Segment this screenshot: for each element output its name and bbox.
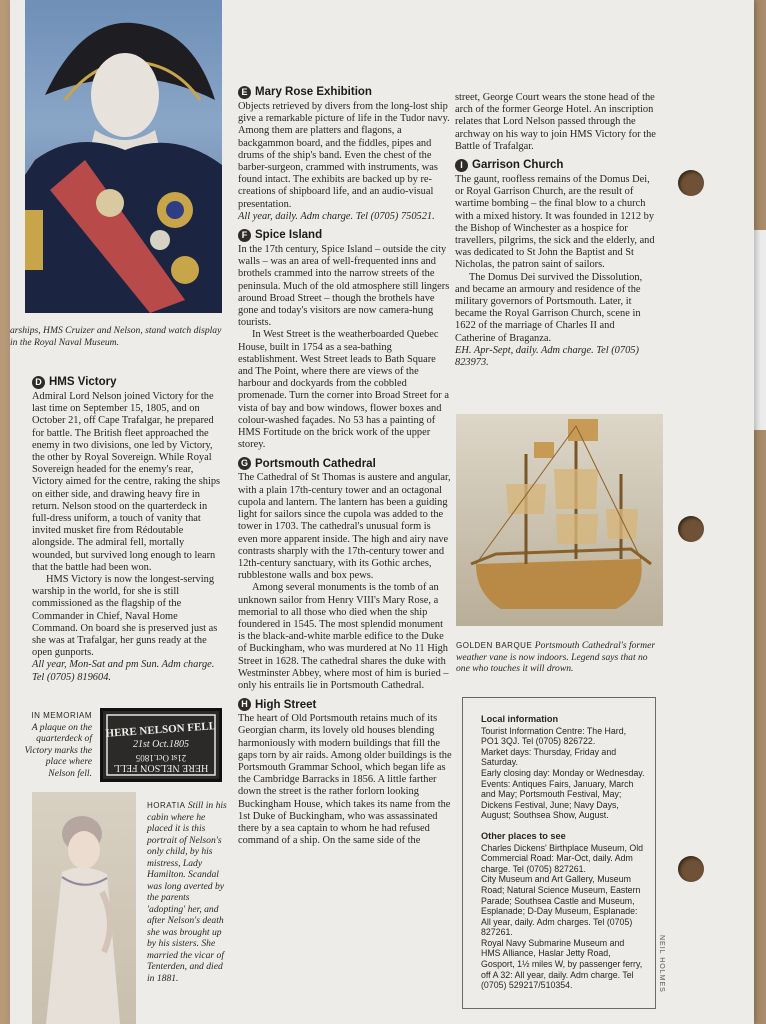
paragraph: Among several monuments is the tomb of an unknown sailor from Henry VIII's Mary Rose, a memorial to all those who died when the ship foundered in 1545. The most splendid monument is the black-and-white marble edifice to the Duke of Buckingham, who was murdered at No 11 High Street in 1628. The cathedral shares the duke with Westminster Abbey, where most of him is buried – only his entrails lie in Portsmouth Cathedral. xyxy=(238,582,449,691)
binder-background xyxy=(752,0,766,1024)
section-badge-d: D xyxy=(32,376,45,389)
memoriam-label: IN MEMORIAM xyxy=(31,711,92,720)
guidebook-page xyxy=(10,0,754,1024)
section-heading-victory xyxy=(32,376,224,389)
column-right xyxy=(455,92,657,369)
plaque-image xyxy=(103,711,219,779)
barque-caption xyxy=(456,640,656,675)
plaque-line1-mirror: HERE NELSON FELL xyxy=(113,762,209,773)
barque-image xyxy=(456,414,663,626)
local-info-line: Early closing day: Monday or Wednesday. xyxy=(481,767,645,778)
section-heading-spice-island xyxy=(238,229,452,242)
barque-label: GOLDEN BARQUE xyxy=(456,641,533,650)
local-info-heading: Local information xyxy=(481,714,559,724)
paragraph: In the 17th century, Spice Island – outside the city walls – was an area of well-frequented inns and brothels crammed into the narrow streets of the peninsula. Much of the old atmosphere still lingers around Broad Street – though the brothels have gone and today's visitors are now camera-hung tourists. xyxy=(238,244,450,329)
section-badge-f: F xyxy=(238,229,251,242)
section-badge-e: E xyxy=(238,86,251,99)
local-info-line: Tourist Information Centre: The Hard, PO1 3QJ. Tel (0705) 826722. xyxy=(481,725,627,747)
horatia-label: HORATIA xyxy=(147,801,186,810)
plaque-line1: HERE NELSON FELL xyxy=(105,720,217,740)
figurehead-caption: arships, HMS Cruizer and Nelson, stand watch display in the Royal Naval Museum. xyxy=(10,325,222,348)
paragraph: street, George Court wears the stone head of the arch of the former George Hotel. An inscription relates that Lord Nelson passed through the archway on his way to join HMS Victory for the Battle of Trafalgar. xyxy=(455,92,656,152)
section-title: Garrison Church xyxy=(472,159,564,172)
section-heading-mary-rose xyxy=(238,86,452,99)
paragraph: In West Street is the weatherboarded Quebec House, built in 1754 as a sea-bathing establishment. West Street leads to Bath Square and The Point, where there are views of the harbour and dockyards from the cobbled promenade. Turn the corner into Broad Street for a vista of bay and bow windows, flower boxes and colour-washed façades. No 53 has a painting of HMS Fortitude on the brick work of the upper storey. xyxy=(238,329,449,451)
local-information-box xyxy=(462,697,656,1009)
paragraph: The gaunt, roofless remains of the Domus Dei, or Royal Garrison Church, are the result of wartime bombing – the final blow to a church with a mixed history. It was founded in 1212 by the Bishop of Winchester as a hospice for travellers, pilgrims, the sick and the elderly, and was dedicated to St John the Baptist and St Nicholas, the patron saint of sailors. xyxy=(455,174,655,271)
section-heading-cathedral xyxy=(238,457,452,470)
figurehead-photo xyxy=(25,0,222,313)
section-badge-h: H xyxy=(238,698,251,711)
paragraph: The Cathedral of St Thomas is austere and angular, with a plain 17th-century tower and an octagonal cupola and lantern. The lantern has been a guiding light for sailors since the cupola was added to the tower in 1703. The cathedral's unusual form is even more apparent inside. The high and airy nave contrasts sharply with the 17th-century tower and 12th-century sanctuary, with its Gothic arches, rubblestone walls and box pews. xyxy=(238,472,451,582)
paragraph: HMS Victory is now the longest-serving warship in the world, for she is still commissioned as the flagship of the Commander in Chief, Naval Home Command. On board she is preserved just as she was at Trafalgar, her guns ready at the open gunports. xyxy=(32,574,218,659)
section-heading-high-street xyxy=(238,698,452,711)
barque-text: Portsmouth Cathedral's former weather vane is now indoors. Legend says that no one who touches it will drown. xyxy=(456,640,656,674)
paragraph: Objects retrieved by divers from the long-lost ship give a remarkable picture of life in the Tudor navy. Among them are platters and flagons, a backgammon board, and the fiddles, pipes and drums of the ship's band. Even the chest of the barber-surgeon, crammed with instruments, was found intact. The exhibits are backed up by re-creations of shipboard life, and an audio-visual presentation. xyxy=(238,101,450,210)
plaque-line2-mirror: 21st Oct.1805 xyxy=(135,753,187,763)
golden-barque-photo xyxy=(456,414,663,626)
binder-hole xyxy=(678,170,704,196)
memorial-plaque xyxy=(100,708,222,782)
other-place-item: City Museum and Art Gallery, Museum Road; Natural Science Museum, Eastern Parade; Southsea Castle and Museum, Esplanade; D-Day Museum, Esplanade: All year, daily. Adm charges. Tel (0705) 827261. xyxy=(481,874,641,938)
section-title: HMS Victory xyxy=(49,376,117,389)
section-title: Mary Rose Exhibition xyxy=(255,86,372,99)
column-middle xyxy=(238,80,452,847)
other-places-heading: Other places to see xyxy=(481,830,566,841)
horatia-text: Still in his cabin where he placed it is this portrait of Nelson's only child, by his mistress, Lady Hamilton. Scandal was long averted by the parents 'adopting' her, and after Nelson's death she was brought up by his sisters. She married the vicar of Tenterden, and died in 1881. xyxy=(147,800,227,984)
section-title: Portsmouth Cathedral xyxy=(255,457,376,470)
column-left xyxy=(32,370,224,684)
photo-credit: NEIL HOLMES xyxy=(658,935,665,993)
section-title: High Street xyxy=(255,698,317,711)
visitor-info: EH. Apr-Sept, daily. Adm charge. Tel (0705) 823973. xyxy=(455,344,639,369)
binder-hole xyxy=(678,516,704,542)
section-badge-g: G xyxy=(238,457,251,470)
paragraph: The Domus Dei survived the Dissolution, and became an armoury and residence of the military governors of Portsmouth. Later, it became the Royal Garrison Church, scene in 1622 of the marriage of Charles II and Catherine of Braganza. xyxy=(455,271,643,344)
horatia-caption xyxy=(147,800,227,984)
section-badge-i: I xyxy=(455,159,468,172)
local-info-line: Events: Antiques Fairs, January, March and May; Portsmouth Festival, May; Dickens Festival, June; Navy Days, August; Southsea Show, August. xyxy=(481,778,634,821)
local-info-line: Market days: Thursday, Friday and Saturday. xyxy=(481,746,617,768)
memoriam-caption xyxy=(20,710,92,779)
plaque-line2: 21st Oct.1805 xyxy=(132,739,190,750)
memoriam-text: A plaque on the quarterdeck of Victory marks the place where Nelson fell. xyxy=(24,721,92,779)
binder-hole xyxy=(678,856,704,882)
paragraph: Admiral Lord Nelson joined Victory for the last time on September 15, 1805, and on October 21, off Cape Trafalgar, he prepared for battle. The British fleet approached the enemy in two divisions, one led by Victory, the other by Royal Sovereign. While Royal Sovereign headed for the enemy's rear, Victory aimed for the centre, raking the ships on either side, and drawing heavy fire in return. Nelson stood on the quarterdeck in full-dress uniform, a touch of vanity that invited musket fire from Rédoutable alongside. The admiral fell, mortally wounded, but survived long enough to learn that the battle had been won. xyxy=(32,391,221,573)
horatia-portrait-image xyxy=(32,792,136,1024)
other-place-item: Charles Dickens' Birthplace Museum, Old Commercial Road: Mar-Oct, daily. Adm charge. Tel (0705) 827261. xyxy=(481,842,644,874)
visitor-info: All year, daily. Adm charge. Tel (0705) 750521. xyxy=(238,210,435,222)
section-title: Spice Island xyxy=(255,229,323,242)
next-page-edge xyxy=(754,230,766,430)
horatia-portrait xyxy=(32,792,136,1024)
visitor-info: All year, Mon-Sat and pm Sun. Adm charge. Tel (0705) 819604. xyxy=(32,659,215,683)
paragraph: The heart of Old Portsmouth retains much of its Georgian charm, its lovely old houses blending harmoniously with modern buildings that fill the gaps torn by air raids. Among older buildings is the Portsmouth Grammar School, which began life as the Cambridge Barracks in 1856. A little farther down the street is the rather forlorn looking Buckingham House, which takes its name from the 1st Duke of Buckingham, who was assassinated there by a sea captain to whom he had refused command of a ship. On the same side of the xyxy=(238,713,452,847)
other-place-item: Royal Navy Submarine Museum and HMS Alliance, Haslar Jetty Road, Gosport, 1½ miles W, by passenger ferry, off A 32: All year, daily. Adm charge. Tel (0705) 529217/510354. xyxy=(481,937,643,991)
nelson-figurehead-image xyxy=(25,0,222,313)
section-heading-garrison xyxy=(455,159,657,172)
